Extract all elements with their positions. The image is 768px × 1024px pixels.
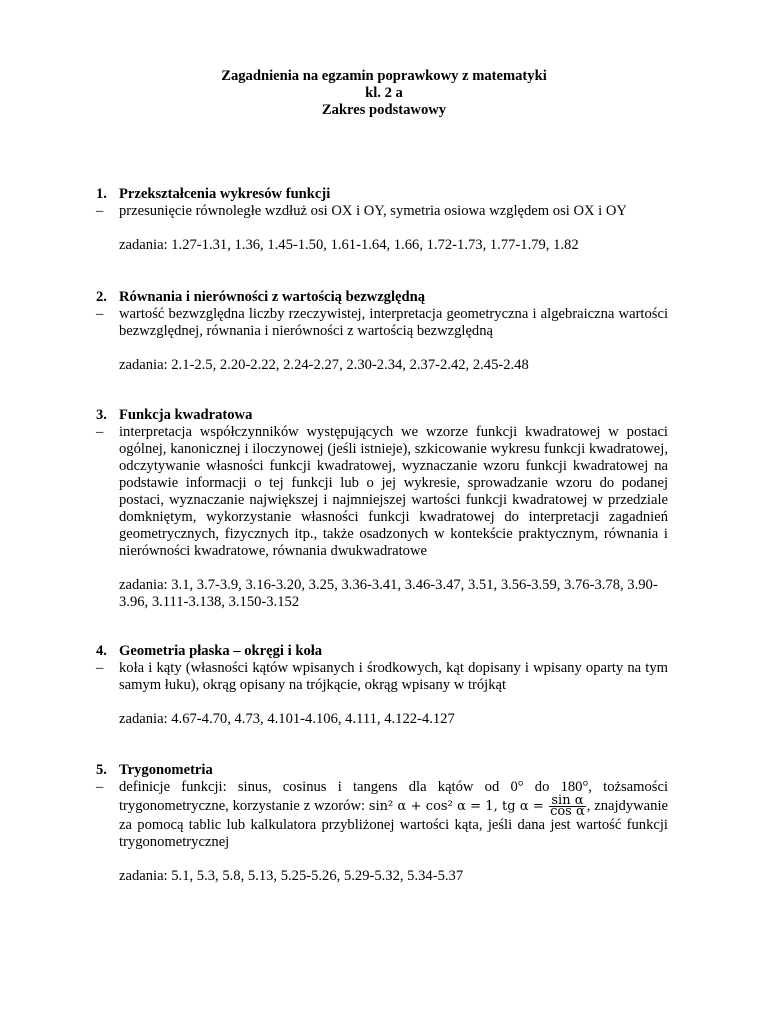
section-title (96, 762, 668, 779)
fraction-numerator: sin α (549, 796, 586, 807)
section-number: 1. (96, 186, 107, 202)
topic-text-part-1: definicje funkcji: sinus, cosinus i tangens dla kątów od 0° do 180°, tożsamości trygonometryczne, korzystanie z wzorów: (119, 779, 668, 814)
section-title (96, 289, 668, 306)
section-heading: Równania i nierówności z wartością bezwzględną (119, 289, 426, 305)
section-number: 4. (96, 643, 107, 659)
topic-text: wartość bezwzględna liczby rzeczywistej, interpretacja geometryczna i algebraiczna wartości bezwzględnej, równania i nierówności z wartością bezwzględną (119, 306, 668, 339)
exercises-list: zadania: 1.27-1.31, 1.36, 1.45-1.50, 1.61-1.64, 1.66, 1.72-1.73, 1.77-1.79, 1.82 (119, 237, 579, 253)
trig-formula: sin² α + cos² α = 1, tg α = (368, 798, 549, 814)
fraction-denominator: cos α (550, 804, 585, 819)
topic-bullet (96, 203, 668, 220)
section-title (96, 186, 668, 203)
section-heading: Funkcja kwadratowa (119, 407, 253, 423)
topic-text: przesunięcie równoległe wzdłuż osi OX i OY, symetria osiowa względem osi OX i OY (119, 203, 627, 219)
header-class: kl. 2 a (365, 85, 403, 101)
dash-marker: – (96, 203, 104, 219)
tangent-fraction (549, 793, 586, 819)
section-number: 2. (96, 289, 107, 305)
section-title (96, 407, 668, 424)
section-number: 5. (96, 762, 107, 778)
dash-marker: – (96, 660, 104, 676)
topic-text-part-2: , znajdywanie za pomocą tablic lub kalkulatora przybliżonej wartości kąta, jeśli dana jest wartość funkcji trygonometrycznej (119, 797, 668, 850)
topic-bullet (96, 306, 668, 340)
dash-marker: – (96, 779, 104, 795)
header-scope: Zakres podstawowy (321, 102, 447, 118)
topic-text (119, 779, 668, 851)
section-1 (96, 186, 668, 254)
topic-bullet (96, 424, 668, 560)
exercises-list: zadania: 3.1, 3.7-3.9, 3.16-3.20, 3.25, 3.36-3.41, 3.46-3.47, 3.51, 3.56-3.59, 3.76-3.78, 3.90-3.96, 3.111-3.138, 3.150-3.152 (119, 577, 658, 610)
exercises-list: zadania: 2.1-2.5, 2.20-2.22, 2.24-2.27, 2.30-2.34, 2.37-2.42, 2.45-2.48 (119, 357, 529, 373)
dash-marker: – (96, 424, 104, 440)
section-number: 3. (96, 407, 107, 423)
section-heading: Przekształcenia wykresów funkcji (119, 186, 331, 202)
section-heading: Trygonometria (119, 762, 213, 778)
exercises-list: zadania: 5.1, 5.3, 5.8, 5.13, 5.25-5.26, 5.29-5.32, 5.34-5.37 (119, 868, 464, 884)
section-heading: Geometria płaska – okręgi i koła (119, 643, 323, 659)
topic-text: koła i kąty (własności kątów wpisanych i środkowych, kąt dopisany i wpisany oparty na tym samym łuku), okrąg opisany na trójkącie, okrąg wpisany w trójkąt (119, 660, 668, 693)
section-5 (96, 762, 668, 885)
section-2 (96, 289, 668, 374)
section-4 (96, 643, 668, 728)
section-3 (96, 407, 668, 611)
exercises-list: zadania: 4.67-4.70, 4.73, 4.101-4.106, 4.111, 4.122-4.127 (119, 711, 455, 727)
dash-marker: – (96, 306, 104, 322)
section-title (96, 643, 668, 660)
document-header (0, 68, 768, 119)
topic-bullet (96, 660, 668, 694)
header-title: Zagadnienia na egzamin poprawkowy z matematyki (221, 68, 547, 84)
topic-bullet (96, 779, 668, 851)
topic-text: interpretacja współczynników występujących we wzorze funkcji kwadratowej w postaci ogólnej, kanonicznej i iloczynowej (jeśli istnieje), szkicowanie wykresu funkcji kwadratowej, odczytywanie własności funkcji kwadratowej, wyznaczanie wzoru funkcji kwadratowej na podstawie informacji o tej funkcji lub o jej wykresie, sprowadzanie wzoru do podanej postaci, wyznaczanie największej i najmniejszej wartości funkcji kwadratowej w przedziale domkniętym, wykorzystanie własności funkcji kwadratowej do interpretacji zagadnień geometrycznych, fizycznych itp., także osadzonych w kontekście praktycznym, równania i nierówności kwadratowe, równania dwukwadratowe (119, 424, 668, 559)
